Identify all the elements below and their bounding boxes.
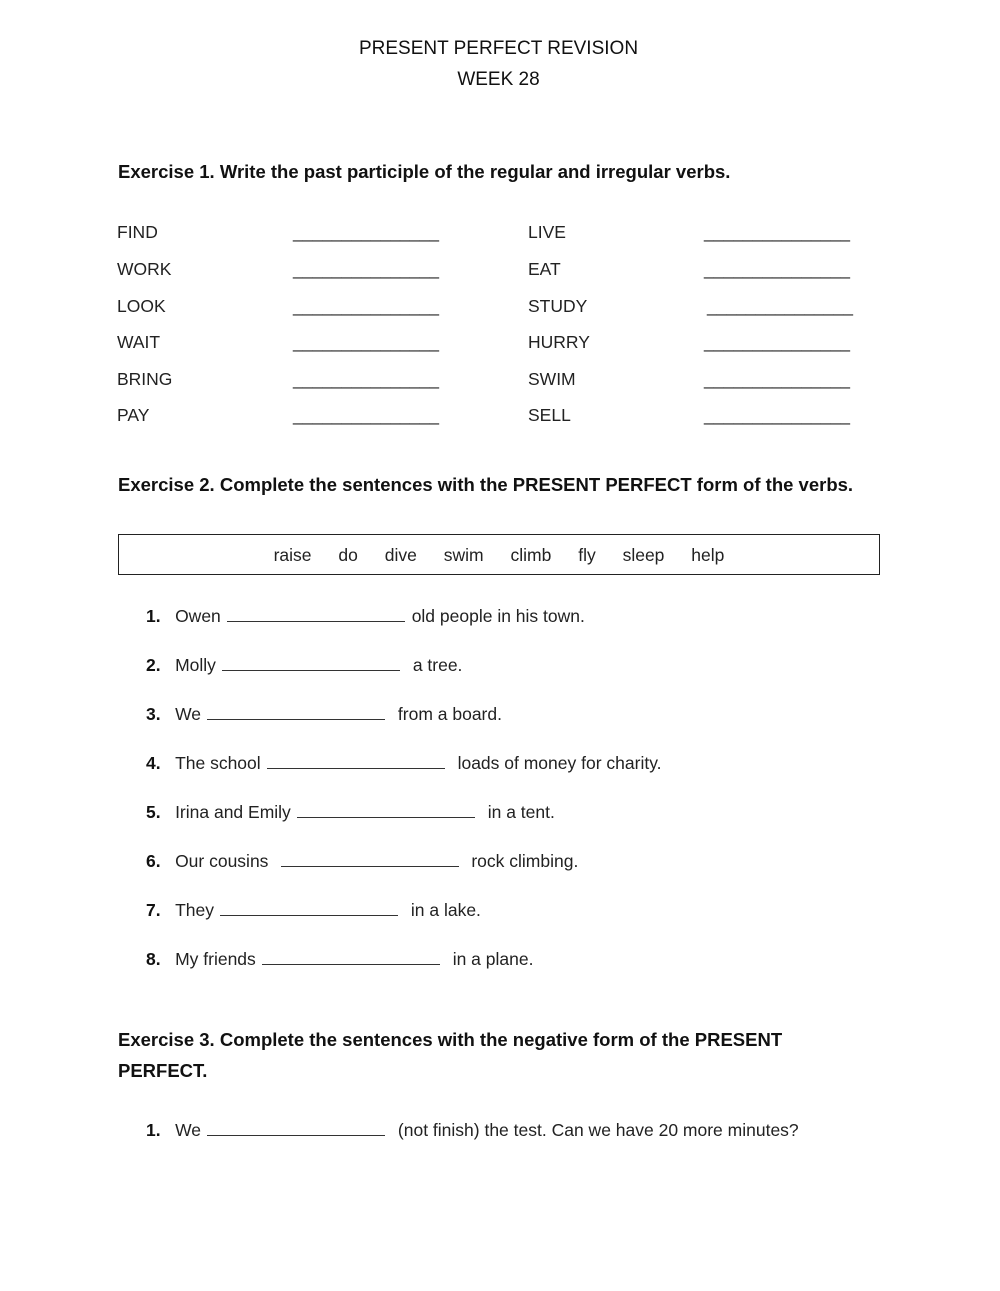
- sentence-start: Our cousins: [175, 851, 269, 871]
- sentence-end: from a board.: [397, 704, 502, 724]
- sentence-end: old people in his town.: [411, 606, 585, 626]
- answer-blank[interactable]: _______________: [704, 405, 850, 425]
- sentence-number: 7.: [146, 900, 161, 920]
- word-bank-item: help: [691, 545, 725, 565]
- answer-blank[interactable]: _______________: [293, 259, 439, 279]
- word-bank-box: [118, 534, 880, 575]
- answer-blank[interactable]: _______________: [293, 332, 439, 352]
- word-bank: [119, 545, 879, 566]
- sentence-start: My friends: [175, 949, 256, 969]
- verb-item: BRING: [117, 369, 173, 389]
- answer-blank[interactable]: _______________: [293, 222, 439, 242]
- verb-item: STUDY: [528, 296, 588, 316]
- word-bank-item: sleep: [622, 545, 665, 565]
- sentence-number: 6.: [146, 851, 161, 871]
- answer-blank[interactable]: [207, 1120, 385, 1136]
- verb-item: SWIM: [528, 369, 576, 389]
- answer-blank[interactable]: [207, 704, 385, 720]
- sentence-row: [146, 802, 555, 823]
- sentence-number: 2.: [146, 655, 161, 675]
- answer-blank[interactable]: _______________: [704, 369, 850, 389]
- sentence-row: [146, 851, 578, 872]
- verb-item: HURRY: [528, 332, 590, 352]
- page-subtitle: WEEK 28: [457, 69, 540, 90]
- answer-blank[interactable]: [222, 655, 400, 671]
- answer-blank[interactable]: _______________: [704, 259, 850, 279]
- verb-item: WAIT: [117, 332, 161, 352]
- sentence-start: Irina and Emily: [175, 802, 291, 822]
- sentence-row: [146, 900, 481, 921]
- answer-blank[interactable]: _______________: [293, 296, 439, 316]
- sentence-number: 4.: [146, 753, 161, 773]
- word-bank-item: climb: [510, 545, 552, 565]
- verb-item: SELL: [528, 405, 571, 425]
- sentence-start: The school: [175, 753, 261, 773]
- sentence-row: [146, 704, 502, 725]
- verb-item: LOOK: [117, 296, 166, 316]
- exercise3-heading-line1: Exercise 3. Complete the sentences with the negative form of the PRESENT: [118, 1029, 783, 1050]
- word-bank-item: dive: [384, 545, 417, 565]
- sentence-number: 5.: [146, 802, 161, 822]
- verb-item: FIND: [117, 222, 158, 242]
- page-title: PRESENT PERFECT REVISION: [358, 38, 639, 59]
- sentence-number: 8.: [146, 949, 161, 969]
- sentence-end: loads of money for charity.: [457, 753, 662, 773]
- sentence-end: in a plane.: [452, 949, 534, 969]
- answer-blank[interactable]: [267, 753, 445, 769]
- sentence-number: 1.: [146, 606, 161, 626]
- sentence-row: [146, 753, 662, 774]
- sentence-end: in a tent.: [487, 802, 555, 822]
- sentence-start: We: [175, 1120, 201, 1140]
- answer-blank[interactable]: [297, 802, 475, 818]
- sentence-row: [146, 1120, 799, 1141]
- sentence-end: rock climbing.: [471, 851, 579, 871]
- verb-item: PAY: [117, 405, 150, 425]
- sentence-start: They: [175, 900, 214, 920]
- word-bank-item: swim: [443, 545, 484, 565]
- verb-item: WORK: [117, 259, 172, 279]
- answer-blank[interactable]: _______________: [293, 405, 439, 425]
- verb-item: LIVE: [528, 222, 566, 242]
- sentence-start: Molly: [175, 655, 216, 675]
- answer-blank[interactable]: [220, 900, 398, 916]
- sentence-end: (not finish) the test. Can we have 20 more minutes?: [397, 1120, 799, 1140]
- sentence-start: We: [175, 704, 201, 724]
- answer-blank[interactable]: _______________: [293, 369, 439, 389]
- sentence-start: Owen: [175, 606, 221, 626]
- sentence-number: 3.: [146, 704, 161, 724]
- exercise2-heading: Exercise 2. Complete the sentences with the PRESENT PERFECT form of the verbs.: [118, 474, 854, 495]
- sentence-row: [146, 949, 533, 970]
- word-bank-item: do: [338, 545, 358, 565]
- sentence-end: a tree.: [412, 655, 463, 675]
- answer-blank[interactable]: [262, 949, 440, 965]
- word-bank-item: fly: [578, 545, 596, 565]
- answer-blank[interactable]: [227, 606, 405, 622]
- sentence-number: 1.: [146, 1120, 161, 1140]
- answer-blank[interactable]: _______________: [707, 296, 853, 316]
- exercise3-heading-line2: PERFECT.: [118, 1060, 208, 1081]
- answer-blank[interactable]: _______________: [704, 222, 850, 242]
- answer-blank[interactable]: [281, 851, 459, 867]
- verb-item: EAT: [528, 259, 561, 279]
- sentence-end: in a lake.: [410, 900, 481, 920]
- word-bank-item: raise: [273, 545, 312, 565]
- sentence-row: [146, 655, 462, 676]
- answer-blank[interactable]: _______________: [704, 332, 850, 352]
- sentence-row: [146, 606, 585, 627]
- exercise1-heading: Exercise 1. Write the past participle of the regular and irregular verbs.: [118, 161, 731, 182]
